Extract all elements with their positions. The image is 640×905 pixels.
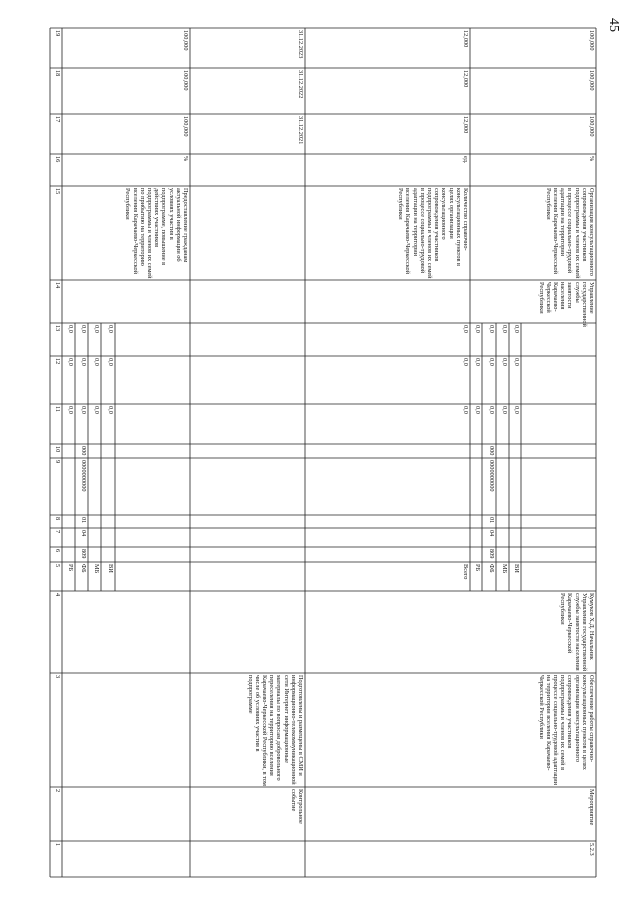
measure-zero-fb2-13-text: 0,0 <box>488 325 495 333</box>
top-subrow-МБ-text: МБ <box>93 564 100 574</box>
measure-zero-rb2-13 <box>470 323 482 356</box>
measure-indicator-2 <box>470 186 596 280</box>
measure-unit-1 <box>305 154 470 186</box>
top-zero-mb1-11 <box>88 404 101 444</box>
measure-subrow-ВИ-text: ВИ <box>513 564 520 573</box>
measure-total-label-text: Всего <box>462 564 469 580</box>
measure-zero-fb2-11 <box>482 404 496 444</box>
control-event-date-17-text: 31.12.2021 <box>297 116 304 145</box>
measure-zero-rb2-12 <box>470 356 482 404</box>
top-zero-rb1-13 <box>62 323 75 356</box>
top-unit <box>62 154 190 186</box>
measure-subrow-МБ <box>496 562 509 591</box>
header-col-4-text: 4 <box>54 593 61 597</box>
header-col-12-text: 12 <box>54 358 61 365</box>
measure-value2-17-text: 100,000 <box>588 116 595 137</box>
top-subrow-РБ <box>62 562 75 591</box>
control-event-type <box>190 787 305 841</box>
measure-zero-rb2-12-text: 0,0 <box>474 358 481 366</box>
top-zero-rb1-12-text: 0,0 <box>67 358 74 366</box>
measure-zero-vi2-13 <box>509 323 521 356</box>
top-subrow-РБ-text: РБ <box>67 564 74 572</box>
top-zero-mb1-11-text: 0,0 <box>93 406 100 414</box>
measure-type-text: Мероприятие <box>588 789 595 826</box>
top-value-18 <box>62 68 190 114</box>
top-fb-code-8-text: 01 <box>80 517 87 524</box>
measure-zero-mb2-11 <box>496 404 509 444</box>
control-event-date-18 <box>190 68 305 114</box>
top-zero-mb1-13 <box>88 323 101 356</box>
measure-value1-19 <box>305 28 470 68</box>
top-zero-fb1-12 <box>75 356 88 404</box>
measure-value1-19-text: 12,000 <box>462 30 469 48</box>
top-unit-text: % <box>182 156 189 162</box>
control-event-description <box>190 673 305 787</box>
measure-responsible-text: Кумуков Х.Д. Начальник Управления государственной службы занятости населения Карачаево-Черкесской Республики <box>559 593 595 673</box>
top-fb-code-6 <box>75 547 88 562</box>
measure-zero-mb2-12 <box>496 356 509 404</box>
measure-fb-code-10 <box>482 444 496 458</box>
top-fb-code-9-text: 0000000000 <box>80 460 87 492</box>
top-subrow-ФБ-text: ФБ <box>80 564 87 573</box>
measure-total-11-text: 0,0 <box>462 406 469 414</box>
top-zero-vi1-11-text: 0,0 <box>107 406 114 414</box>
top-value-17 <box>62 114 190 154</box>
top-zero-vi1-11 <box>101 404 115 444</box>
header-col-5 <box>50 562 62 591</box>
top-zero-fb1-12-text: 0,0 <box>80 358 87 366</box>
measure-value1-17-text: 12,000 <box>462 116 469 134</box>
measure-description-text: Обеспечение работы справочно-консультационных пунктов в целях организации консультационного сопровождения участников подпрограммы и членов их семей в процессе социально-трудовой адаптации на территории вселения Карачаево-Черкесской Республики <box>537 675 595 787</box>
measure-number <box>305 841 596 877</box>
header-col-15-text: 15 <box>54 188 61 195</box>
header-col-6 <box>50 547 62 562</box>
header-col-16-text: 16 <box>54 156 61 163</box>
header-col-3 <box>50 673 62 787</box>
measure-subrow-МБ-text: МБ <box>501 564 508 574</box>
header-col-16 <box>50 154 62 186</box>
measure-description <box>305 673 596 787</box>
measure-zero-mb2-11-text: 0,0 <box>501 406 508 414</box>
header-col-14 <box>50 280 62 323</box>
measure-value2-19-text: 100,000 <box>588 30 595 51</box>
header-col-15 <box>50 186 62 280</box>
control-event-description-text: Подготовлены и размещены в СМИ и информационно-телекоммуникационной сети Интернет информационные материалы по вопросам добровольного переселения на территорию вселения Карачаево-Черкесской Республики, в том числе об условиях участия в подпрограмме <box>246 675 304 788</box>
header-col-11-text: 11 <box>54 406 61 413</box>
top-zero-rb1-11-text: 0,0 <box>67 406 74 414</box>
measure-number-text: 5.2.3 <box>588 843 595 856</box>
page-number <box>598 10 628 40</box>
top-fb-code-6-text: 809 <box>80 549 87 559</box>
measure-zero-fb2-13 <box>482 323 496 356</box>
measure-value2-18 <box>470 68 596 114</box>
measure-zero-vi2-13-text: 0,0 <box>513 325 520 333</box>
measure-fb-code-8-text: 01 <box>488 517 495 524</box>
top-zero-rb1-13-text: 0,0 <box>67 325 74 333</box>
measure-zero-rb2-13-text: 0,0 <box>474 325 481 333</box>
measure-value2-17 <box>470 114 596 154</box>
measure-zero-vi2-12 <box>509 356 521 404</box>
measure-executor-text: Управление государственной службы занятости населения Карачаево-Черкесской Республики <box>537 282 595 329</box>
measure-zero-fb2-12-text: 0,0 <box>488 358 495 366</box>
top-subrow-ФБ <box>75 562 88 591</box>
header-col-2 <box>50 787 62 841</box>
measure-unit-2-text: % <box>588 156 595 162</box>
header-col-10-text: 10 <box>54 446 61 453</box>
header-col-17 <box>50 114 62 154</box>
top-indicator <box>62 186 190 280</box>
header-col-1-text: 1 <box>54 843 61 847</box>
top-zero-rb1-12 <box>62 356 75 404</box>
measure-unit-1-text: ед. <box>462 156 469 164</box>
top-zero-fb1-13-text: 0,0 <box>80 325 87 333</box>
measure-total-12 <box>305 356 470 404</box>
top-subrow-ВИ <box>101 562 115 591</box>
top-value-18-text: 100,000 <box>182 70 189 91</box>
header-col-13-text: 13 <box>54 325 61 332</box>
measure-zero-rb2-11-text: 0,0 <box>474 406 481 414</box>
measure-fb-code-8 <box>482 515 496 528</box>
measure-total-13 <box>305 323 470 356</box>
measure-total-13-text: 0,0 <box>462 325 469 333</box>
top-fb-code-7-text: 04 <box>80 530 87 537</box>
header-col-13 <box>50 323 62 356</box>
header-col-1 <box>50 841 62 877</box>
header-col-6-text: 6 <box>54 549 61 553</box>
top-fb-code-8 <box>75 515 88 528</box>
control-event-date-17 <box>190 114 305 154</box>
measure-total-label <box>305 562 470 591</box>
measure-responsible <box>305 591 596 673</box>
measure-total-12-text: 0,0 <box>462 358 469 366</box>
measure-value1-18-text: 12,000 <box>462 70 469 88</box>
header-col-19-text: 19 <box>54 30 61 37</box>
top-zero-vi1-13-text: 0,0 <box>107 325 114 333</box>
header-col-7-text: 7 <box>54 530 61 534</box>
top-fb-code-9 <box>75 458 88 515</box>
measure-subrow-ВИ <box>509 562 521 591</box>
header-col-9-text: 9 <box>54 460 61 464</box>
measure-subrow-ФБ-text: ФБ <box>488 564 495 573</box>
measure-zero-vi2-11-text: 0,0 <box>513 406 520 414</box>
header-col-7 <box>50 528 62 547</box>
control-event-type-text: Контрольное событие <box>289 789 304 826</box>
header-col-14-text: 14 <box>54 282 61 289</box>
top-zero-mb1-12 <box>88 356 101 404</box>
control-event-date-18-text: 31.12.2022 <box>297 70 304 99</box>
top-zero-vi1-13 <box>101 323 115 356</box>
measure-indicator-2-text: Организация консультационного сопровождения участников подпрограммы и членов их семей в процессе социально-трудовой адаптации на территории вселения Карачаево-Черкесской Республики <box>544 188 595 281</box>
measure-subrow-РБ <box>470 562 482 591</box>
header-col-8 <box>50 515 62 528</box>
measure-zero-vi2-12-text: 0,0 <box>513 358 520 366</box>
measure-unit-2 <box>470 154 596 186</box>
header-col-19 <box>50 28 62 68</box>
measure-fb-code-6-text: 809 <box>488 549 495 559</box>
header-col-5-text: 5 <box>54 564 61 568</box>
header-col-12 <box>50 356 62 404</box>
top-zero-fb1-11 <box>75 404 88 444</box>
measure-subrow-РБ-text: РБ <box>474 564 481 572</box>
header-col-11 <box>50 404 62 444</box>
top-fb-code-10 <box>75 444 88 458</box>
top-zero-mb1-13-text: 0,0 <box>93 325 100 333</box>
measure-value2-19 <box>470 28 596 68</box>
header-col-3-text: 3 <box>54 675 61 679</box>
measure-zero-mb2-13-text: 0,0 <box>501 325 508 333</box>
control-event-date-19 <box>190 28 305 68</box>
measure-fb-code-9-text: 0000000000 <box>488 460 495 492</box>
top-value-17-text: 100,000 <box>182 116 189 137</box>
header-col-10 <box>50 444 62 458</box>
measure-zero-mb2-13 <box>496 323 509 356</box>
measure-zero-mb2-12-text: 0,0 <box>501 358 508 366</box>
measure-indicator-1-text: Количество справочно-консультационных пунктов в целях организации консультационного сопровождения участников подпрограммы и членов их семей в процессе социально-трудовой адаптации на территории вселения Карачаево-Черкесской Республики <box>397 188 469 281</box>
measure-zero-vi2-11 <box>509 404 521 444</box>
measure-fb-code-9 <box>482 458 496 515</box>
measure-value1-17 <box>305 114 470 154</box>
top-zero-rb1-11 <box>62 404 75 444</box>
top-fb-code-10-text: 000 <box>80 446 87 456</box>
measure-indicator-1 <box>305 186 470 280</box>
header-col-18 <box>50 68 62 114</box>
top-subrow-ВИ-text: ВИ <box>107 564 114 573</box>
top-value-19-text: 100,000 <box>182 30 189 51</box>
control-event-date-19-text: 31.12.2023 <box>297 30 304 59</box>
header-col-4 <box>50 591 62 673</box>
top-value-19 <box>62 28 190 68</box>
top-zero-fb1-11-text: 0,0 <box>80 406 87 414</box>
page-number-text: 45 <box>606 18 621 32</box>
measure-zero-rb2-11 <box>470 404 482 444</box>
measure-zero-fb2-11-text: 0,0 <box>488 406 495 414</box>
top-indicator-text: Предоставление гражданам актуальной информации об условиях участия в подпрограмме, повышение в действиях участников подпрограммы и членов их семей по прибытию на территорию вселения Карачаево-Черкесской Республики <box>124 188 189 281</box>
header-col-8-text: 8 <box>54 517 61 521</box>
measure-value1-18 <box>305 68 470 114</box>
measure-total-11 <box>305 404 470 444</box>
header-col-18-text: 18 <box>54 70 61 77</box>
top-zero-fb1-13 <box>75 323 88 356</box>
measure-fb-code-10-text: 000 <box>488 446 495 456</box>
top-fb-code-7 <box>75 528 88 547</box>
header-col-2-text: 2 <box>54 789 61 793</box>
top-zero-mb1-12-text: 0,0 <box>93 358 100 366</box>
measure-fb-code-7-text: 04 <box>488 530 495 537</box>
measure-type <box>305 787 596 841</box>
measure-fb-code-7 <box>482 528 496 547</box>
measure-value2-18-text: 100,000 <box>588 70 595 91</box>
header-col-17-text: 17 <box>54 116 61 123</box>
header-col-9 <box>50 458 62 515</box>
measure-fb-code-6 <box>482 547 496 562</box>
measure-subrow-ФБ <box>482 562 496 591</box>
measure-zero-fb2-12 <box>482 356 496 404</box>
top-subrow-МБ <box>88 562 101 591</box>
top-zero-vi1-12 <box>101 356 115 404</box>
top-zero-vi1-12-text: 0,0 <box>107 358 114 366</box>
